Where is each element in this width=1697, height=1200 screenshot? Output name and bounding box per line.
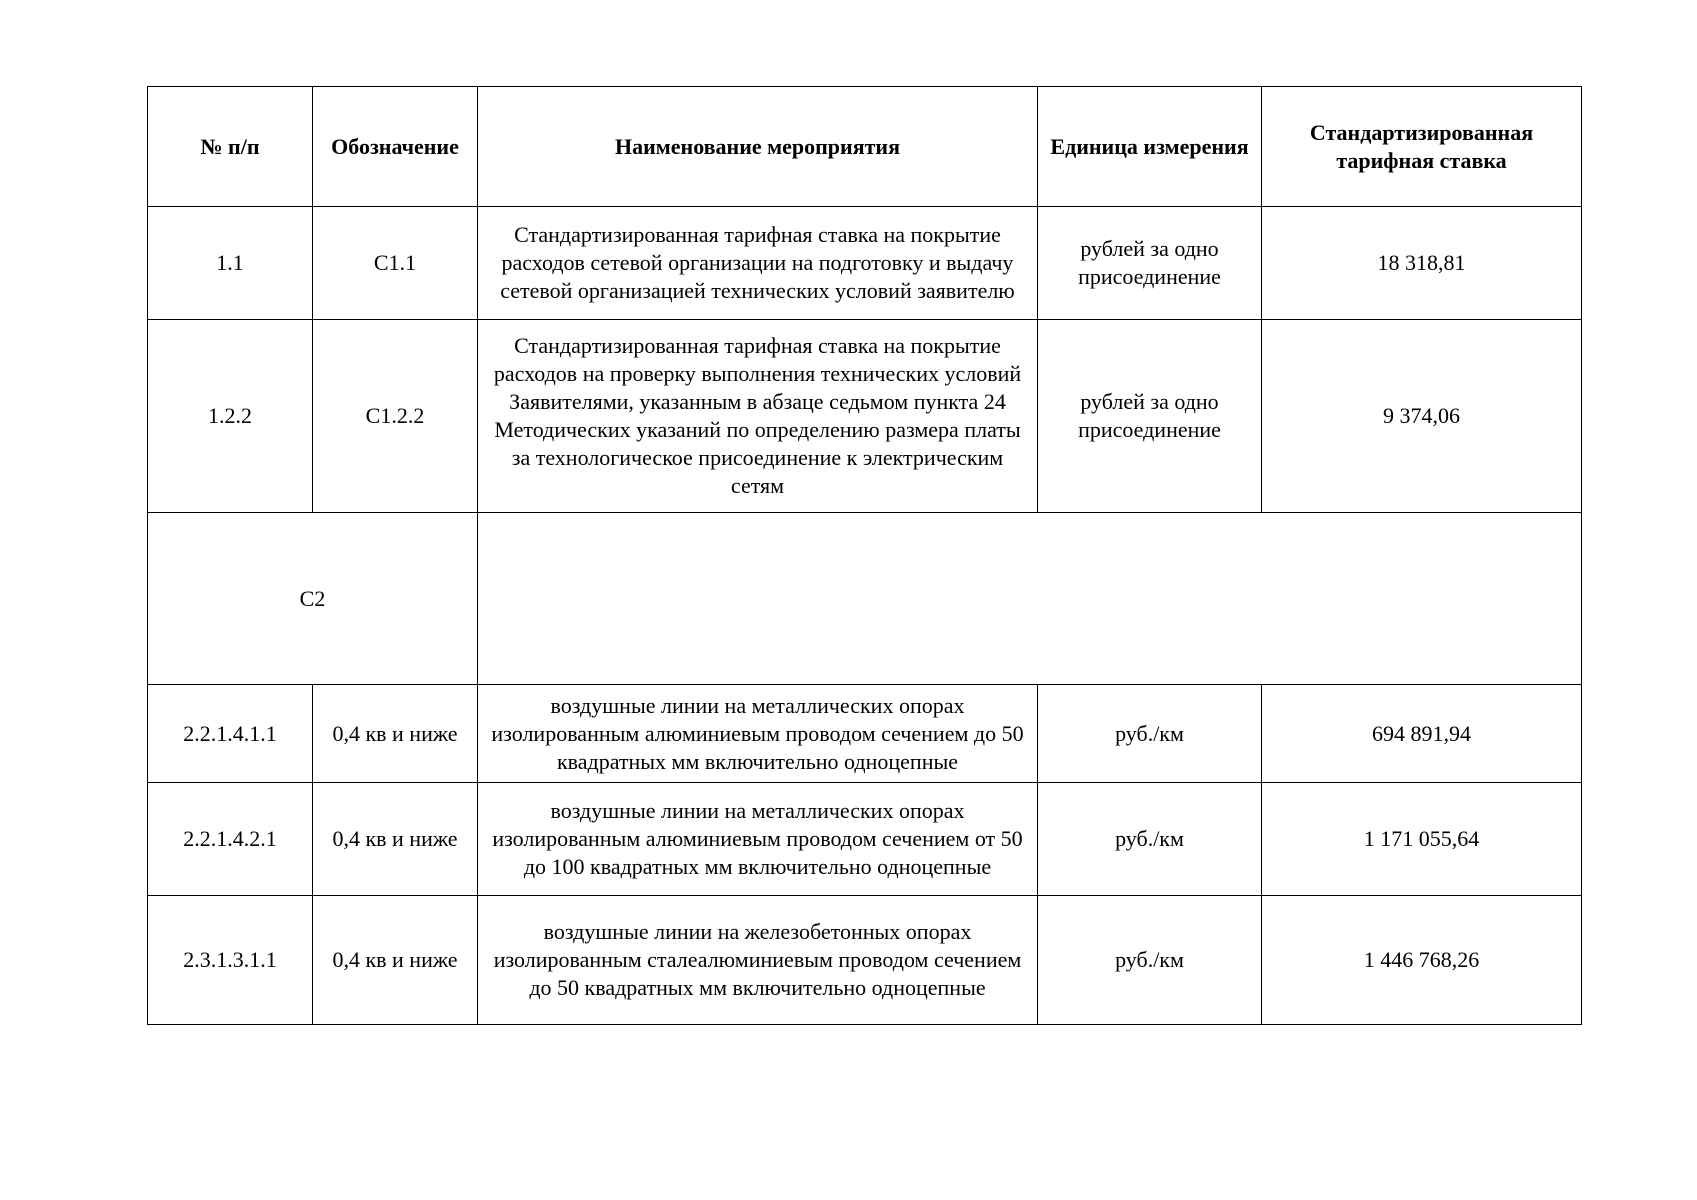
row-name: воздушные линии на металлических опорах изолированным алюминиевым проводом сечением от 50 до 100 квадратных мм включительно одноцепные [478, 783, 1038, 896]
row-num: 1.1 [148, 207, 313, 320]
header-name: Наименование мероприятия [478, 87, 1038, 207]
row-code: 0,4 кв и ниже [313, 783, 478, 896]
table-row [148, 685, 1582, 783]
row-rate: 9 374,06 [1262, 320, 1582, 513]
row-unit: рублей за одно присоединение [1038, 207, 1262, 320]
table-row [148, 896, 1582, 1025]
header-unit: Единица измерения [1038, 87, 1262, 207]
row-name: Стандартизированная тарифная ставка на покрытие расходов сетевой организации на подготовку и выдачу сетевой организацией технических условий заявителю [478, 207, 1038, 320]
row-code: 0,4 кв и ниже [313, 896, 478, 1025]
header-code: Обозначение [313, 87, 478, 207]
header-rate: Стандартизированная тарифная ставка [1262, 87, 1582, 207]
section-row [148, 513, 1582, 685]
row-name: Стандартизированная тарифная ставка на покрытие расходов на проверку выполнения технических условий Заявителями, указанным в абзаце седьмом пункта 24 Методических указаний по определению размера платы за технологическое присоединение к электрическим сетям [478, 320, 1038, 513]
row-num: 2.3.1.3.1.1 [148, 896, 313, 1025]
table-header-row [148, 87, 1582, 207]
row-code: 0,4 кв и ниже [313, 685, 478, 783]
section-code: С2 [148, 513, 478, 685]
row-unit: руб./км [1038, 896, 1262, 1025]
row-code: С1.1 [313, 207, 478, 320]
row-unit: руб./км [1038, 783, 1262, 896]
row-rate: 694 891,94 [1262, 685, 1582, 783]
row-rate: 1 171 055,64 [1262, 783, 1582, 896]
header-num: № п/п [148, 87, 313, 207]
row-rate: 18 318,81 [1262, 207, 1582, 320]
table-row [148, 783, 1582, 896]
row-name: воздушные линии на железобетонных опорах изолированным сталеалюминиевым проводом сечением до 50 квадратных мм включительно одноцепные [478, 896, 1038, 1025]
table-row [148, 207, 1582, 320]
row-unit: рублей за одно присоединение [1038, 320, 1262, 513]
row-num: 2.2.1.4.1.1 [148, 685, 313, 783]
table-row [148, 320, 1582, 513]
row-code: С1.2.2 [313, 320, 478, 513]
tariff-table [147, 86, 1582, 1025]
row-rate: 1 446 768,26 [1262, 896, 1582, 1025]
row-name: воздушные линии на металлических опорах изолированным алюминиевым проводом сечением до 50 квадратных мм включительно одноцепные [478, 685, 1038, 783]
row-unit: руб./км [1038, 685, 1262, 783]
row-num: 1.2.2 [148, 320, 313, 513]
section-description [478, 513, 1582, 685]
row-num: 2.2.1.4.2.1 [148, 783, 313, 896]
